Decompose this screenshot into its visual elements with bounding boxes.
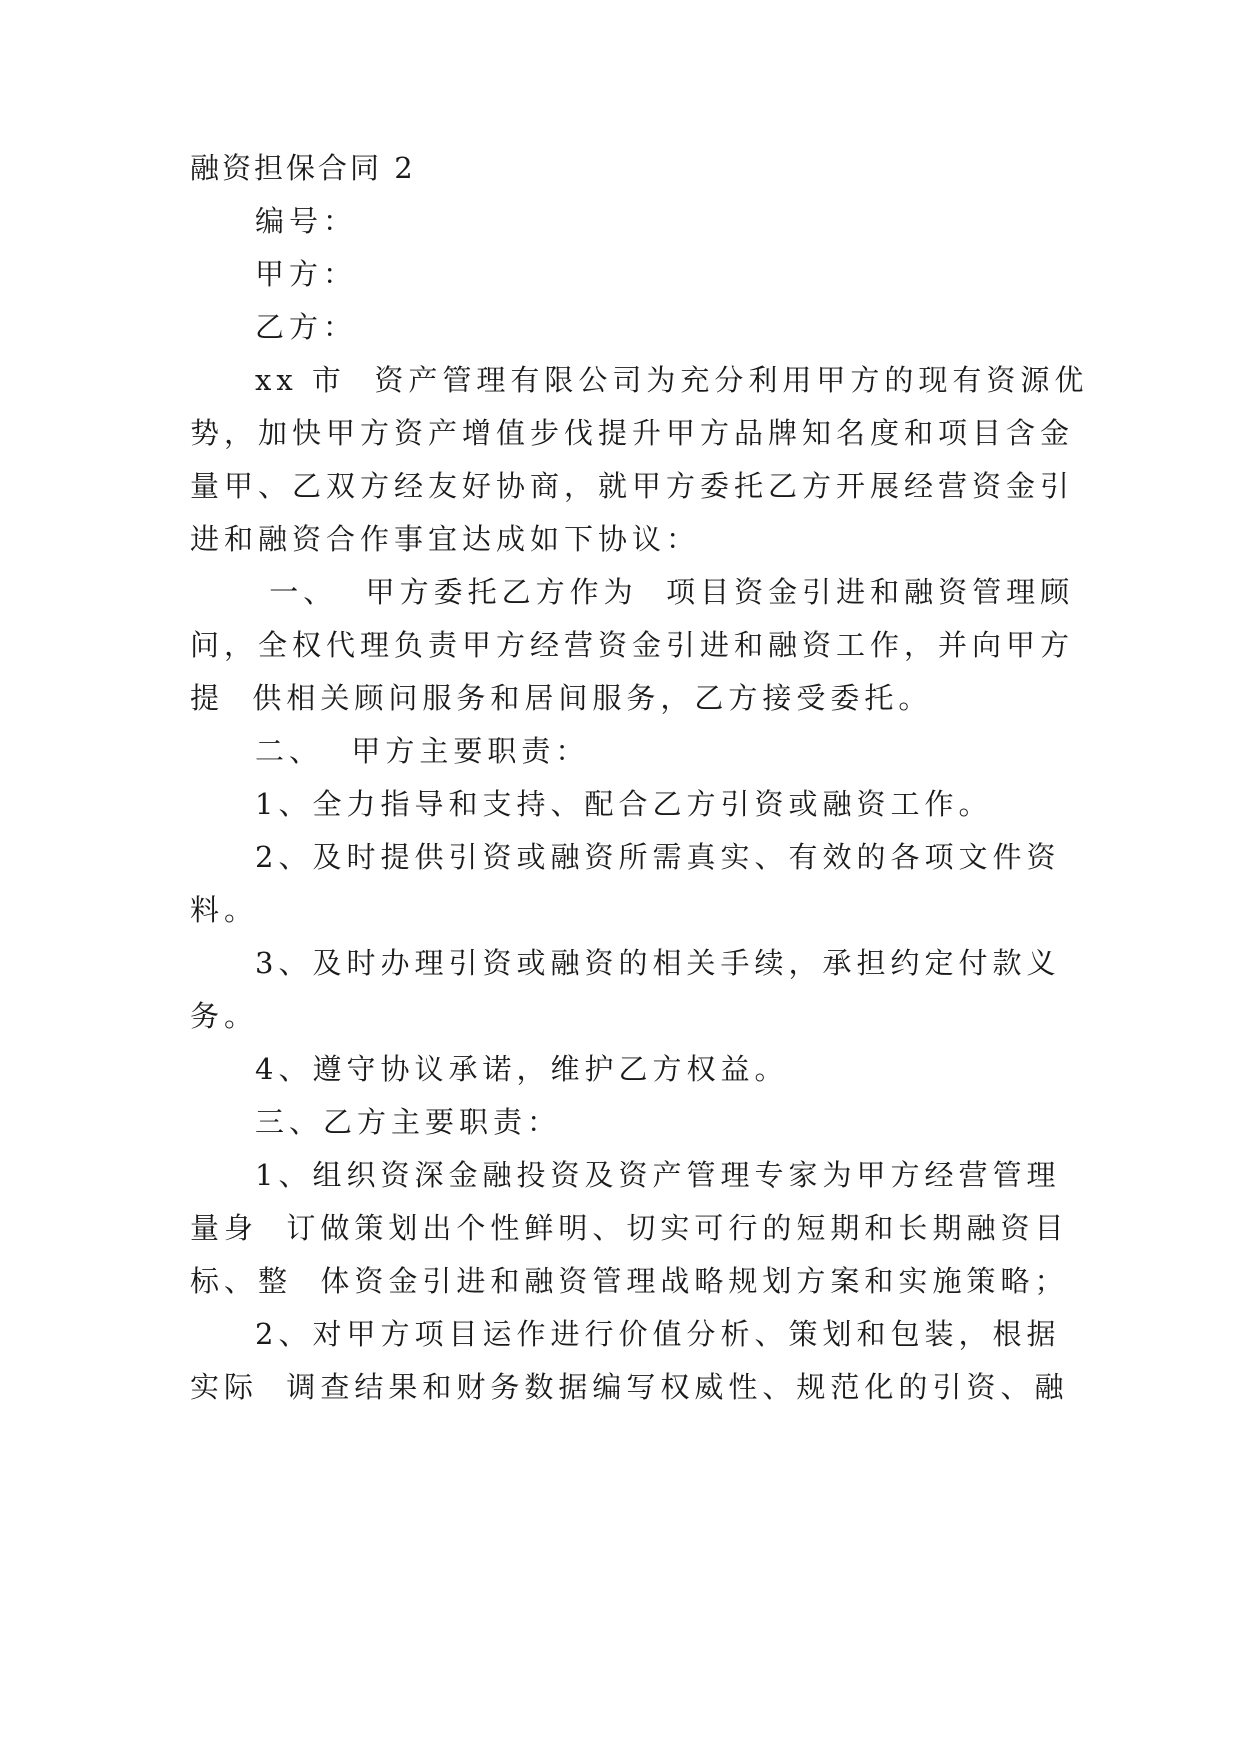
text-line: 问，全权代理负责甲方经营资金引进和融资工作，并向甲方 <box>190 628 1075 662</box>
list-item: 2、对甲方项目运作进行价值分析、策划和包装，根据 <box>255 1317 1061 1351</box>
list-item: 3、及时办理引资或融资的相关手续，承担约定付款义 <box>255 946 1061 980</box>
field-party-b: 乙方： <box>255 310 358 344</box>
text-line: 势，加快甲方资产增值步伐提升甲方品牌知名度和项目含金 <box>190 416 1075 450</box>
text-line: xx 市 资产管理有限公司为充分利用甲方的现有资源优 <box>255 363 1089 397</box>
list-item: 1、全力指导和支持、配合乙方引资或融资工作。 <box>255 787 993 821</box>
text-line: 料。 <box>190 893 259 927</box>
text-line: 标、整 体资金引进和融资管理战略规划方案和实施策略； <box>190 1264 1069 1298</box>
text-line: 量身 订做策划出个性鲜明、切实可行的短期和长期融资目 <box>190 1211 1069 1245</box>
text-line: 量甲、乙双方经友好协商，就甲方委托乙方开展经营资金引 <box>190 469 1075 503</box>
field-party-a: 甲方： <box>255 257 358 291</box>
section-heading: 二、 甲方主要职责： <box>255 734 590 768</box>
list-item: 4、遵守协议承诺，维护乙方权益。 <box>255 1052 789 1086</box>
list-item: 1、组织资深金融投资及资产管理专家为甲方经营管理 <box>255 1158 1061 1192</box>
section-heading: 一、 甲方委托乙方作为 项目资金引进和融资管理顾 <box>255 575 1075 609</box>
list-item: 2、及时提供引资或融资所需真实、有效的各项文件资 <box>255 840 1061 874</box>
text-line: 进和融资合作事宜达成如下协议： <box>190 522 701 556</box>
document-title: 融资担保合同 2 <box>190 151 416 185</box>
text-line: 务。 <box>190 999 259 1033</box>
text-line: 提 供相关顾问服务和居间服务，乙方接受委托。 <box>190 681 933 715</box>
section-heading: 三、乙方主要职责： <box>255 1105 562 1139</box>
field-contract-number: 编号： <box>255 204 358 238</box>
text-line: 实际 调查结果和财务数据编写权威性、规范化的引资、融 <box>190 1370 1069 1404</box>
